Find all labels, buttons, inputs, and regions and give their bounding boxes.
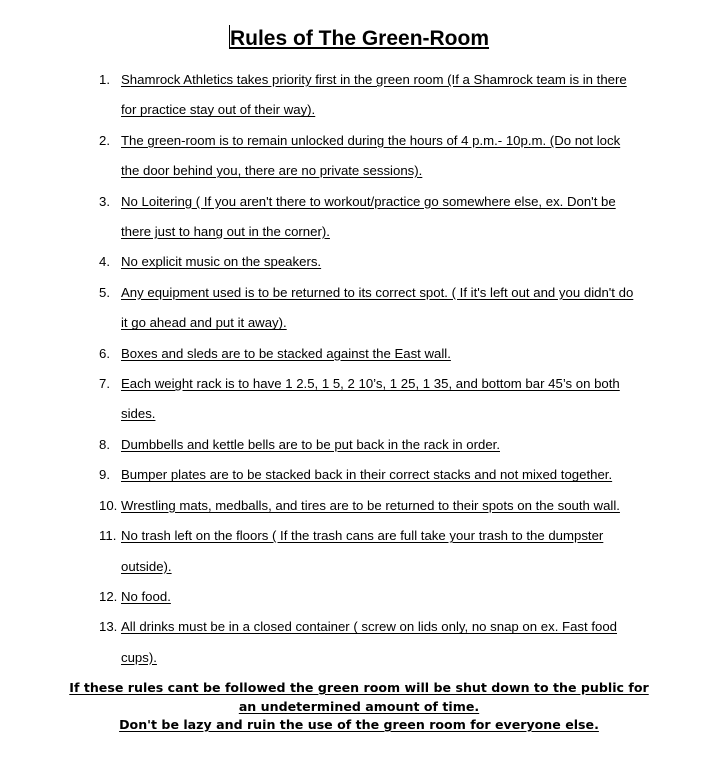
rules-list [97, 65, 642, 673]
list-item [97, 339, 642, 369]
footer-line-2[interactable]: an undetermined amount of time. [238, 698, 480, 714]
list-number: 4. [99, 254, 110, 270]
list-item [97, 491, 642, 521]
list-item [97, 460, 642, 490]
list-number: 13. [99, 619, 118, 635]
list-number: 2. [99, 132, 110, 148]
footer-warning [0, 679, 718, 735]
footer-line-3[interactable]: Don't be lazy and ruin the use of the green room for everyone else. [119, 717, 599, 732]
list-number: 11. [99, 528, 117, 544]
document-title-block [0, 24, 718, 54]
list-item [97, 582, 642, 612]
footer-line-1[interactable]: If these rules cant be followed the green room will be shut down to the public for [69, 680, 649, 695]
rule-text[interactable]: The green-room is to remain unlocked during the hours of 4 p.m.- 10p.m. (Do not lock the door behind you, there are no private sessions). [121, 132, 621, 179]
rule-text[interactable]: Dumbbells and kettle bells are to be put back in the rack in order. [121, 436, 500, 452]
rule-text[interactable]: No explicit music on the speakers. [121, 254, 322, 270]
list-item [97, 521, 642, 582]
rule-text[interactable]: No food. [121, 588, 171, 604]
list-item [97, 369, 642, 430]
list-item [97, 278, 642, 339]
rule-text[interactable]: Wrestling mats, medballs, and tires are to be returned to their spots on the south wall. [121, 497, 620, 513]
list-number: 10. [99, 497, 118, 513]
list-number: 1. [99, 72, 110, 87]
list-number: 5. [99, 284, 110, 300]
list-item [97, 430, 642, 460]
rule-text[interactable]: No Loitering ( If you aren't there to workout/practice go somewhere else, ex. Don't be there just to hang out in the corner). [121, 193, 616, 240]
list-number: 9. [99, 467, 110, 483]
rule-text[interactable]: Boxes and sleds are to be stacked against the East wall. [121, 345, 451, 361]
rule-text[interactable]: Any equipment used is to be returned to its correct spot. ( If it's left out and you didn't do it go ahead and put it away). [121, 284, 634, 331]
list-item [97, 187, 642, 248]
list-item [97, 65, 642, 126]
rule-text[interactable]: All drinks must be in a closed container ( screw on lids only, no snap on ex. Fast food cups). [121, 619, 617, 665]
rule-text[interactable]: Shamrock Athletics takes priority first in the green room (If a Shamrock team is in there for practice stay out of their way). [121, 72, 627, 118]
rule-text[interactable]: Each weight rack is to have 1 2.5, 1 5, 2 10’s, 1 25, 1 35, and bottom bar 45’s on both sides. [121, 376, 620, 422]
list-item [97, 126, 642, 187]
page-title[interactable]: Rules of The Green-Room [229, 27, 490, 50]
list-number: 6. [99, 345, 110, 361]
list-number: 3. [99, 193, 110, 209]
list-number: 8. [99, 436, 110, 452]
list-number: 12. [99, 588, 118, 604]
list-number: 7. [99, 376, 110, 392]
list-item [97, 612, 642, 673]
rule-text[interactable]: Bumper plates are to be stacked back in their correct stacks and not mixed together. [121, 467, 613, 483]
rule-text[interactable]: No trash left on the floors ( If the trash cans are full take your trash to the dumpster outside). [121, 528, 604, 574]
list-item [97, 247, 642, 277]
